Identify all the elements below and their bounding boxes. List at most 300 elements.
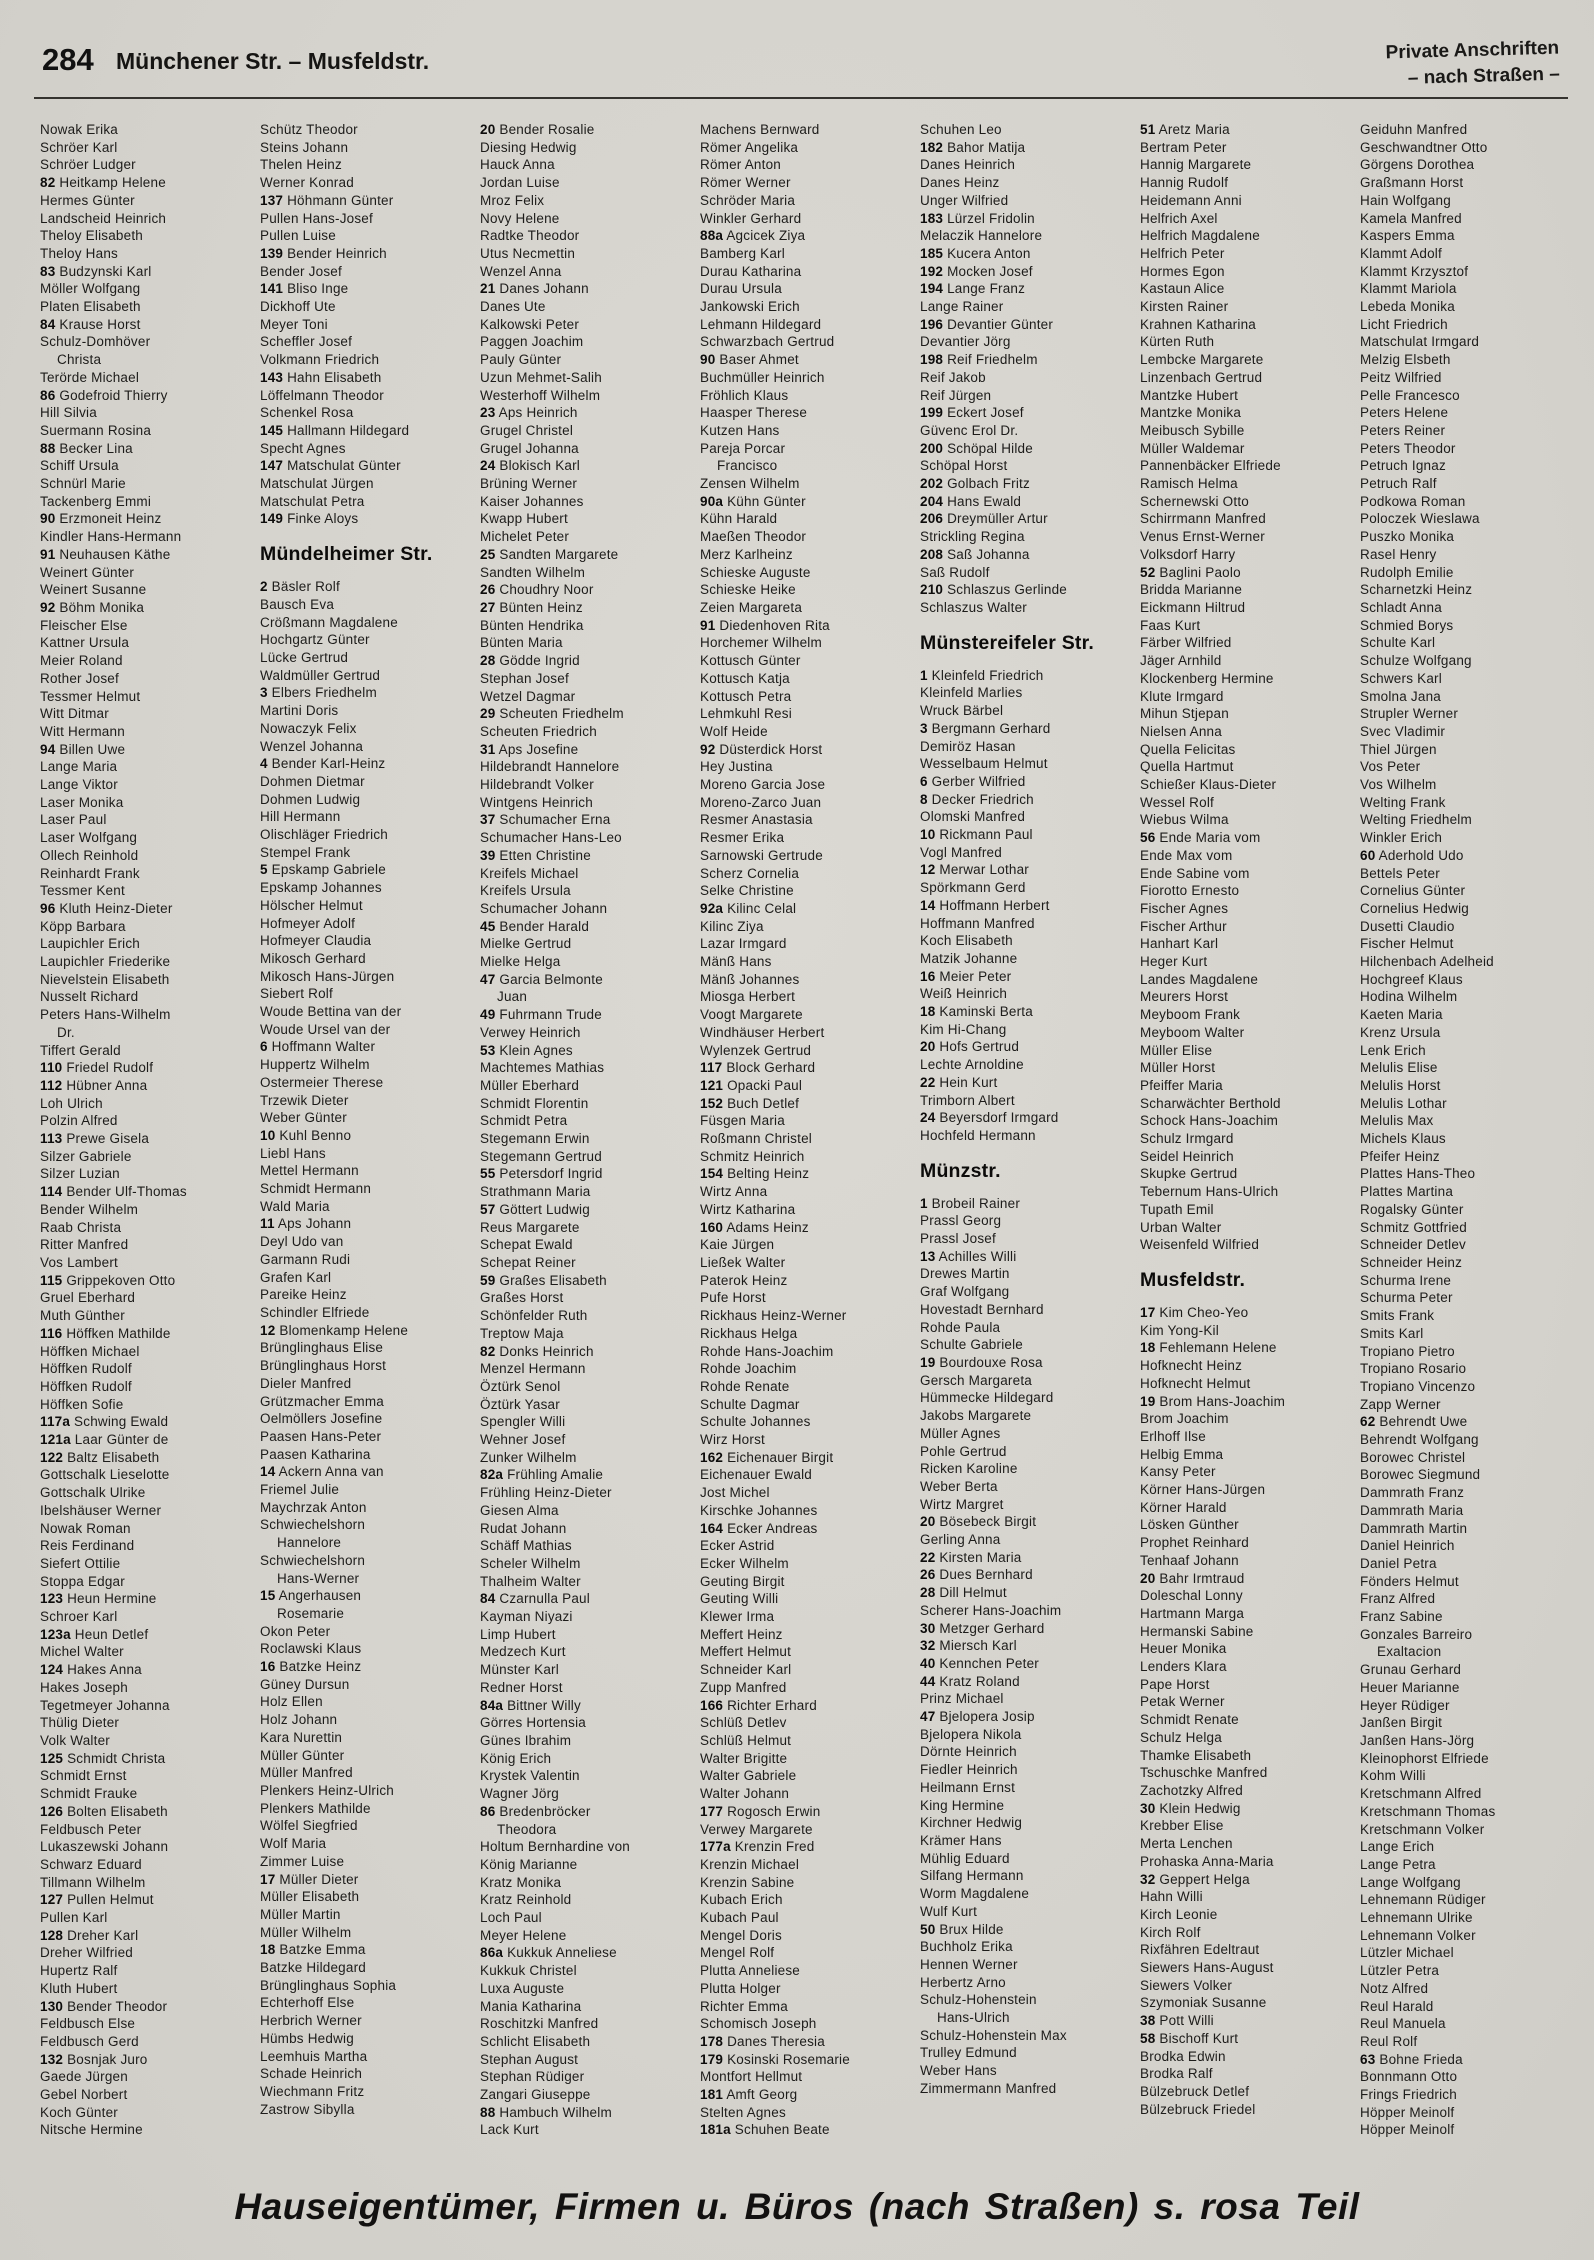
directory-entry: Brünglinghaus Sophia	[260, 1977, 397, 1993]
directory-entry: 20 Bender Rosalie	[480, 122, 595, 137]
directory-entry: 2 Bäsler Rolf	[260, 579, 340, 595]
directory-entry: Wintgens Heinrich	[480, 794, 593, 810]
directory-entry: 121a Laar Günter de	[40, 1432, 169, 1448]
directory-entry: Olomski Manfred	[920, 809, 1026, 825]
directory-entry: Maeßen Theodor	[700, 529, 807, 545]
directory-entry: Stegemann Gertrud	[480, 1148, 602, 1164]
directory-entry: Thalheim Walter	[480, 1573, 581, 1589]
directory-entry: Wesselbaum Helmut	[920, 756, 1048, 772]
directory-entry: Peters Helene	[1360, 405, 1449, 421]
directory-entry: Notz Alfred	[1360, 1980, 1429, 1996]
directory-entry: 16 Batzke Heinz	[260, 1659, 362, 1675]
directory-entry: Licht Friedrich	[1360, 316, 1448, 332]
directory-columns	[40, 121, 1580, 2139]
directory-entry: Thülig Dieter	[40, 1715, 120, 1731]
directory-entry: Kirch Rolf	[1140, 1924, 1201, 1940]
directory-entry: Brüning Werner	[480, 476, 578, 492]
directory-entry: Liebl Hans	[260, 1145, 326, 1161]
directory-entry: Feldbusch Else	[40, 2016, 136, 2032]
directory-entry: Laser Wolfgang	[40, 830, 138, 846]
directory-entry: Schroer Karl	[40, 1609, 118, 1625]
directory-entry: Fischer Helmut	[1360, 936, 1454, 952]
directory-entry: Hey Justina	[700, 759, 773, 775]
directory-entry: Hannig Rudolf	[1140, 175, 1229, 191]
directory-entry: 86a Kukkuk Anneliese	[480, 1945, 617, 1961]
directory-entry: Grunau Gerhard	[1360, 1662, 1462, 1678]
directory-entry: Doleschal Lonny	[1140, 1588, 1243, 1604]
directory-entry: Machtemes Mathias	[480, 1060, 605, 1076]
directory-entry: Schmitz Gottfried	[1360, 1219, 1467, 1235]
directory-entry: Plutta Holger	[700, 1980, 781, 1996]
directory-entry: Szymoniak Susanne	[1140, 1995, 1267, 2011]
directory-entry: Tillmann Wilhelm	[40, 1874, 146, 1890]
directory-entry: Schmidt Renate	[1140, 1712, 1239, 1728]
directory-entry: Hakes Joseph	[40, 1679, 128, 1695]
directory-entry: Krebber Elise	[1140, 1818, 1224, 1834]
directory-entry: 210 Schlaszus Gerlinde	[920, 582, 1067, 598]
directory-entry: Hoffmann Manfred	[920, 915, 1035, 931]
directory-entry: 162 Eichenauer Birgit	[700, 1449, 834, 1465]
directory-entry: Rickhaus Heinz-Werner	[700, 1308, 847, 1324]
directory-entry: Janßen Birgit	[1360, 1715, 1443, 1731]
directory-entry: Wolf Maria	[260, 1836, 327, 1852]
directory-entry: Specht Agnes	[260, 440, 346, 456]
directory-entry: Müller Martin	[260, 1906, 341, 1922]
directory-entry: 181 Amft Georg	[700, 2087, 798, 2103]
directory-entry: Grafen Karl	[260, 1269, 332, 1285]
directory-entry: Durau Katharina	[700, 263, 802, 279]
directory-entry: Paasen Hans-Peter	[260, 1428, 382, 1444]
directory-entry: Hermanski Sabine	[1140, 1623, 1254, 1639]
directory-entry: Schulz-Hohenstein Max	[920, 2027, 1067, 2043]
directory-entry: Dieler Manfred	[260, 1375, 352, 1391]
directory-entry: Schwarzbach Gertrud	[700, 334, 835, 350]
directory-entry: 117 Block Gerhard	[700, 1060, 816, 1076]
directory-entry: Rother Josef	[40, 670, 119, 686]
directory-entry: Spörkmann Gerd	[920, 880, 1026, 896]
directory-entry: Schieske Auguste	[700, 564, 811, 580]
directory-entry: Tschuschke Manfred	[1140, 1765, 1268, 1781]
directory-entry: 117a Schwing Ewald	[40, 1414, 169, 1430]
directory-entry: Roclawski Klaus	[260, 1641, 362, 1657]
directory-entry: Kürten Ruth	[1140, 334, 1215, 350]
directory-entry: 16 Meier Peter	[920, 968, 1012, 984]
directory-entry: 55 Petersdorf Ingrid	[480, 1166, 603, 1182]
directory-entry: 44 Kratz Roland	[920, 1673, 1020, 1689]
directory-entry: Rudat Johann	[480, 1520, 567, 1536]
directory-entry: Luxa Auguste	[480, 1980, 565, 1996]
directory-entry: Petruch Ralf	[1360, 476, 1437, 492]
directory-entry: 19 Bourdouxe Rosa	[920, 1355, 1043, 1370]
directory-entry: 24 Beyersdorf Irmgard	[920, 1110, 1059, 1126]
directory-entry: Wiechmann Fritz	[260, 2083, 365, 2099]
directory-entry: Strupler Werner	[1360, 706, 1459, 722]
directory-entry: Klammt Mariola	[1360, 281, 1457, 297]
directory-entry: Westerhoff Wilhelm	[480, 387, 601, 403]
directory-entry: Walter Gabriele	[700, 1768, 797, 1784]
directory-entry: 196 Devantier Günter	[920, 316, 1054, 332]
directory-entry: Kreifels Ursula	[480, 883, 571, 899]
directory-entry: Hermes Günter	[40, 192, 135, 208]
directory-entry: Müller Eberhard	[480, 1077, 580, 1093]
directory-entry: Weber Berta	[920, 1478, 998, 1494]
directory-entry: Prassl Georg	[920, 1213, 1002, 1229]
directory-entry: Schmidt Frauke	[40, 1786, 138, 1802]
directory-entry: Machens Bernward	[700, 122, 820, 137]
directory-entry: 32 Geppert Helga	[1140, 1871, 1250, 1887]
directory-entry: Rixfähren Edeltraut	[1140, 1942, 1260, 1958]
directory-entry: Müller Horst	[1140, 1060, 1216, 1076]
directory-entry: Kindler Hans-Hermann	[40, 529, 182, 545]
directory-entry: Pfeiffer Maria	[1140, 1077, 1223, 1093]
directory-entry: Schulte Karl	[1360, 635, 1436, 651]
directory-entry: Janßen Hans-Jörg	[1360, 1732, 1475, 1748]
directory-entry: Meurers Horst	[1140, 989, 1229, 1005]
directory-entry: Schirrmann Manfred	[1140, 511, 1266, 527]
directory-entry: 20 Hofs Gertrud	[920, 1039, 1020, 1055]
directory-entry: 63 Bohne Frieda	[1360, 2051, 1463, 2067]
directory-entry: Mikosch Gerhard	[260, 950, 366, 966]
directory-entry: Klewer Irma	[700, 1609, 775, 1625]
directory-entry: 202 Golbach Fritz	[920, 476, 1030, 492]
directory-entry: Schütz Theodor	[260, 122, 358, 137]
directory-entry: Tropiano Rosario	[1360, 1361, 1467, 1377]
directory-entry: Melulis Max	[1360, 1113, 1434, 1129]
directory-entry: Kaiser Johannes	[480, 493, 584, 509]
directory-entry: Wruck Bärbel	[920, 703, 1004, 719]
directory-entry: Martini Doris	[260, 703, 339, 719]
directory-entry: Dammrath Maria	[1360, 1502, 1464, 1518]
directory-entry: 90 Baser Ahmet	[700, 352, 799, 368]
directory-entry: Laupichler Friederike	[40, 954, 171, 970]
directory-entry: Löffelmann Theodor	[260, 387, 384, 403]
directory-entry: Heger Kurt	[1140, 954, 1208, 970]
directory-entry: Kirschke Johannes	[700, 1502, 818, 1518]
directory-entry: Pareja Porcar Francisco	[700, 440, 786, 474]
directory-entry: Walter Johann	[700, 1786, 790, 1802]
directory-entry: Schulte Gabriele	[920, 1337, 1024, 1353]
directory-entry: 143 Hahn Elisabeth	[260, 369, 382, 385]
directory-entry: 12 Merwar Lothar	[920, 862, 1030, 878]
directory-entry: 82 Heitkamp Helene	[40, 175, 166, 191]
directory-entry: Michels Klaus	[1360, 1131, 1446, 1147]
directory-entry: Matschulat Jürgen	[260, 476, 374, 492]
directory-entry: Prohaska Anna-Maria	[1140, 1853, 1274, 1869]
directory-entry: Römer Anton	[700, 157, 781, 173]
directory-entry: Montfort Hellmut	[700, 2069, 803, 2085]
directory-entry: Römer Werner	[700, 175, 791, 191]
directory-entry: 84 Krause Horst	[40, 316, 141, 332]
directory-entry: Volk Walter	[40, 1732, 110, 1748]
directory-entry: Lange Petra	[1360, 1856, 1436, 1872]
directory-entry: 53 Klein Agnes	[480, 1042, 573, 1058]
directory-entry: Graßes Horst	[480, 1290, 564, 1306]
directory-entry: Weiß Heinrich	[920, 986, 1008, 1002]
directory-entry: 22 Kirsten Maria	[920, 1549, 1022, 1565]
directory-entry: Schurma Peter	[1360, 1290, 1453, 1306]
directory-entry: Graßmann Horst	[1360, 175, 1464, 191]
directory-entry: King Hermine	[920, 1797, 1005, 1813]
directory-entry: Fleischer Else	[40, 617, 128, 633]
directory-entry: Jost Michel	[700, 1485, 770, 1501]
directory-entry: Quella Hartmut	[1140, 759, 1234, 775]
directory-entry: Mänß Hans	[700, 954, 772, 970]
directory-entry: 204 Hans Ewald	[920, 493, 1022, 509]
directory-entry: Heidemann Anni	[1140, 192, 1242, 208]
directory-entry: Walter Brigitte	[700, 1750, 788, 1766]
directory-entry: Schernewski Otto	[1140, 493, 1249, 509]
directory-entry: Zangari Giuseppe	[480, 2087, 591, 2103]
directory-entry: Geuting Birgit	[700, 1573, 785, 1589]
directory-entry: Kirch Leonie	[1140, 1906, 1218, 1922]
directory-entry: 30 Metzger Gerhard	[920, 1620, 1045, 1636]
directory-entry: Schlaszus Walter	[920, 599, 1027, 615]
directory-entry: Utus Necmettin	[480, 245, 576, 261]
directory-entry: Stephan August	[480, 2051, 579, 2067]
directory-entry: Pareike Heinz	[260, 1287, 347, 1303]
directory-entry: Schlüß Helmut	[700, 1732, 792, 1748]
directory-entry: Lehnemann Volker	[1360, 1927, 1476, 1943]
directory-entry: Rohde Hans-Joachim	[700, 1343, 834, 1359]
directory-entry: 92 Böhm Monika	[40, 599, 145, 615]
directory-entry: Volksdorf Harry	[1140, 546, 1236, 562]
directory-entry: Müller Elisabeth	[260, 1889, 360, 1905]
directory-entry: Mroz Felix	[480, 192, 545, 208]
directory-entry: 149 Finke Aloys	[260, 511, 359, 527]
directory-entry: 4 Bender Karl-Heinz	[260, 756, 386, 772]
directory-entry: Lebeda Monika	[1360, 299, 1455, 315]
directory-entry: Devantier Jörg	[920, 334, 1011, 350]
directory-entry: 92 Düsterdick Horst	[700, 741, 823, 757]
directory-entry: Kubach Erich	[700, 1892, 783, 1908]
directory-entry: Körner Hans-Jürgen	[1140, 1482, 1266, 1498]
directory-entry: Scheler Wilhelm	[480, 1555, 581, 1571]
directory-entry: 21 Danes Johann	[480, 281, 589, 297]
directory-entry: Koch Günter	[40, 2104, 118, 2120]
directory-entry: Schwarz Eduard	[40, 1856, 142, 1872]
street-header: Münstereifeler Str.	[920, 631, 1094, 654]
directory-entry: 90 Erzmoneit Heinz	[40, 511, 162, 527]
directory-entry: Batzke Hildegard	[260, 1960, 367, 1976]
directory-entry: Smolna Jana	[1360, 688, 1441, 704]
directory-entry: 86 Bredenbröcker Theodora	[480, 1803, 591, 1837]
directory-entry: Nielsen Anna	[1140, 723, 1222, 739]
directory-entry: Schwers Karl	[1360, 670, 1442, 686]
directory-entry: Kottusch Günter	[700, 653, 801, 669]
directory-entry: Peters Theodor	[1360, 440, 1456, 456]
directory-entry: Scherer Hans-Joachim	[920, 1602, 1062, 1618]
directory-entry: Welting Friedhelm	[1360, 812, 1472, 828]
directory-entry: Schuhen Leo	[920, 122, 1002, 137]
directory-column-6	[1140, 121, 1360, 2139]
directory-entry: Lösken Günther	[1140, 1517, 1239, 1533]
directory-entry: Svec Vladimir	[1360, 723, 1446, 739]
directory-entry: Werner Konrad	[260, 175, 354, 191]
directory-entry: Sarnowski Gertrude	[700, 847, 823, 863]
directory-entry: Okon Peter	[260, 1623, 331, 1639]
directory-entry: Moreno-Zarco Juan	[700, 794, 822, 810]
directory-entry: 24 Blokisch Karl	[480, 458, 580, 474]
directory-entry: Wiebus Wilma	[1140, 812, 1229, 828]
directory-entry: Schepat Reiner	[480, 1255, 576, 1270]
directory-entry: Schiff Ursula	[40, 458, 119, 474]
directory-entry: 57 Göttert Ludwig	[480, 1201, 590, 1217]
directory-entry: Winkler Gerhard	[700, 210, 802, 226]
directory-entry: Schröder Maria	[700, 192, 796, 208]
directory-entry: 45 Bender Harald	[480, 918, 590, 934]
directory-entry: Loh Ulrich	[40, 1095, 103, 1111]
directory-entry: 91 Diedenhoven Rita	[700, 617, 830, 633]
directory-entry: Wölfel Siegfried	[260, 1818, 358, 1834]
directory-entry: Hochgreef Klaus	[1360, 971, 1463, 987]
directory-entry: Tropiano Vincenzo	[1360, 1378, 1476, 1394]
directory-entry: Münster Karl	[480, 1662, 559, 1678]
directory-entry: 88a Agcicek Ziya	[700, 228, 806, 244]
directory-entry: Miosga Herbert	[700, 989, 796, 1005]
directory-entry: Holz Ellen	[260, 1694, 323, 1710]
directory-entry: Petruch Ignaz	[1360, 458, 1446, 474]
directory-entry: Reis Ferdinand	[40, 1538, 135, 1554]
directory-entry: Resmer Erika	[700, 830, 785, 846]
directory-entry: Güvenc Erol Dr.	[920, 422, 1019, 438]
directory-entry: Bausch Eva	[260, 596, 335, 612]
directory-entry: Paasen Katharina	[260, 1446, 371, 1462]
directory-entry: Brünglinghaus Elise	[260, 1340, 384, 1356]
directory-entry: Grützmacher Emma	[260, 1393, 384, 1409]
directory-entry: Hofknecht Helmut	[1140, 1375, 1251, 1391]
directory-entry: Müller Wilhelm	[260, 1924, 352, 1940]
directory-entry: Heyer Rüdiger	[1360, 1697, 1450, 1713]
directory-entry: 32 Miersch Karl	[920, 1638, 1017, 1654]
directory-entry: Nievelstein Elisabeth	[40, 971, 170, 987]
directory-entry: Meffert Helmut	[700, 1644, 792, 1660]
directory-entry: Crößmann Magdalene	[260, 614, 398, 630]
directory-entry: Limp Hubert	[480, 1626, 556, 1642]
directory-entry: 22 Hein Kurt	[920, 1074, 998, 1090]
directory-entry: Hilchenbach Adelheid	[1360, 954, 1494, 970]
directory-entry: Pape Horst	[1140, 1676, 1210, 1692]
directory-entry: Kottusch Katja	[700, 670, 790, 686]
directory-entry: Meyer Helene	[480, 1927, 567, 1943]
directory-entry: Hochfeld Hermann	[920, 1127, 1036, 1143]
directory-entry: 112 Hübner Anna	[40, 1077, 148, 1093]
directory-entry: Mantzke Hubert	[1140, 387, 1239, 403]
directory-entry: Lechte Arnoldine	[920, 1057, 1024, 1073]
directory-entry: Woude Bettina van der	[260, 1004, 402, 1020]
directory-entry: Platen Elisabeth	[40, 299, 141, 315]
directory-entry: Laupichler Erich	[40, 936, 141, 952]
directory-entry: Dohmen Dietmar	[260, 773, 365, 789]
directory-entry: 23 Aps Heinrich	[480, 405, 578, 421]
directory-entry: 123a Heun Detlef	[40, 1626, 149, 1642]
directory-entry: Trulley Edmund	[920, 2045, 1017, 2061]
directory-entry: Gruel Eberhard	[40, 1290, 136, 1306]
directory-entry: Grugel Christel	[480, 422, 574, 438]
directory-entry: Wenzel Johanna	[260, 738, 364, 754]
directory-entry: Meyboom Walter	[1140, 1024, 1245, 1040]
directory-entry: Wylenzek Gertrud	[700, 1042, 812, 1058]
directory-entry: Bender Josef	[260, 263, 342, 279]
street-header: Musfeldstr.	[1140, 1269, 1246, 1291]
directory-entry: König Marianne	[480, 1856, 578, 1872]
directory-entry: 27 Bünten Heinz	[480, 599, 583, 615]
directory-entry: Wirtz Anna	[700, 1184, 768, 1200]
directory-entry: Feldbusch Peter	[40, 1821, 142, 1837]
directory-entry: Urban Walter	[1140, 1219, 1222, 1235]
directory-entry: Möller Wolfgang	[40, 281, 141, 297]
directory-entry: Eichenauer Ewald	[700, 1467, 813, 1483]
directory-entry: Helfrich Axel	[1140, 210, 1218, 226]
directory-entry: Herbrich Werner	[260, 2013, 362, 2029]
directory-entry: 20 Bahr Irmtraud	[1140, 1570, 1245, 1586]
directory-entry: Lehnemann Ulrike	[1360, 1910, 1473, 1926]
directory-entry: Peters Hans-Wilhelm Dr.	[40, 1007, 171, 1040]
directory-entry: Hanhart Karl	[1140, 936, 1219, 952]
section-label-line1: Private Anschriften	[1385, 37, 1560, 64]
directory-entry: Schmitz Heinrich	[700, 1148, 805, 1164]
directory-entry: Kubach Paul	[700, 1910, 779, 1926]
directory-entry: Fiorotto Ernesto	[1140, 883, 1240, 899]
directory-entry: Kreifels Michael	[480, 865, 579, 881]
directory-entry: 185 Kucera Anton	[920, 245, 1031, 261]
directory-entry: Nusselt Richard	[40, 989, 139, 1005]
directory-entry: Scharnetzki Heinz	[1360, 582, 1473, 598]
directory-entry: Hahn Willi	[1140, 1889, 1203, 1905]
directory-entry: Kayman Niyazi	[480, 1609, 573, 1625]
directory-entry: Pohle Gertrud	[920, 1443, 1007, 1459]
directory-entry: Kastaun Alice	[1140, 281, 1225, 297]
directory-entry: Ollech Reinhold	[40, 847, 139, 863]
directory-entry: Pufe Horst	[700, 1290, 766, 1306]
directory-entry: Güney Dursun	[260, 1676, 350, 1692]
directory-entry: Bertram Peter	[1140, 139, 1227, 155]
directory-entry: Ostermeier Therese	[260, 1074, 384, 1090]
directory-entry: Venus Ernst-Werner	[1140, 529, 1265, 545]
directory-entry: Kottusch Petra	[700, 688, 792, 704]
directory-entry: Brodka Ralf	[1140, 2066, 1213, 2082]
directory-entry: 15 Angerhausen Rosemarie	[260, 1588, 362, 1621]
directory-entry: Michel Walter	[40, 1644, 124, 1660]
directory-entry: Wald Maria	[260, 1198, 330, 1214]
directory-entry: Meffert Heinz	[700, 1626, 783, 1642]
directory-entry: Schade Heinrich	[260, 2066, 363, 2082]
directory-entry: Schnürl Marie	[40, 476, 126, 492]
directory-entry: Tupath Emil	[1140, 1201, 1214, 1217]
directory-entry: Fröhlich Klaus	[700, 387, 789, 403]
directory-entry: Daniel Heinrich	[1360, 1538, 1455, 1554]
directory-entry: Weber Günter	[260, 1110, 347, 1126]
directory-entry: Krenzin Sabine	[700, 1874, 795, 1890]
directory-entry: 194 Lange Franz	[920, 281, 1026, 297]
directory-entry: 47 Garcia Belmonte Juan	[480, 971, 603, 1005]
directory-entry: Schulte Dagmar	[700, 1396, 800, 1412]
directory-entry: Ende Max vom	[1140, 847, 1233, 863]
directory-entry: Helfrich Peter	[1140, 245, 1225, 261]
directory-entry: Lange Viktor	[40, 777, 118, 793]
directory-entry: 177a Krenzin Fred	[700, 1839, 815, 1855]
directory-entry: 11 Aps Johann	[260, 1216, 352, 1232]
directory-entry: Scheuten Friedrich	[480, 723, 597, 739]
directory-entry: 152 Buch Detlef	[700, 1095, 800, 1111]
directory-entry: Vogl Manfred	[920, 844, 1002, 860]
directory-entry: Füsgen Maria	[700, 1113, 785, 1129]
directory-entry: Prassl Josef	[920, 1231, 996, 1247]
directory-entry: König Erich	[480, 1750, 552, 1766]
directory-entry: Raab Christa	[40, 1219, 122, 1235]
directory-entry: Huppertz Wilhelm	[260, 1057, 370, 1073]
directory-entry: Bridda Marianne	[1140, 582, 1243, 598]
directory-entry: Rasel Henry	[1360, 546, 1437, 562]
